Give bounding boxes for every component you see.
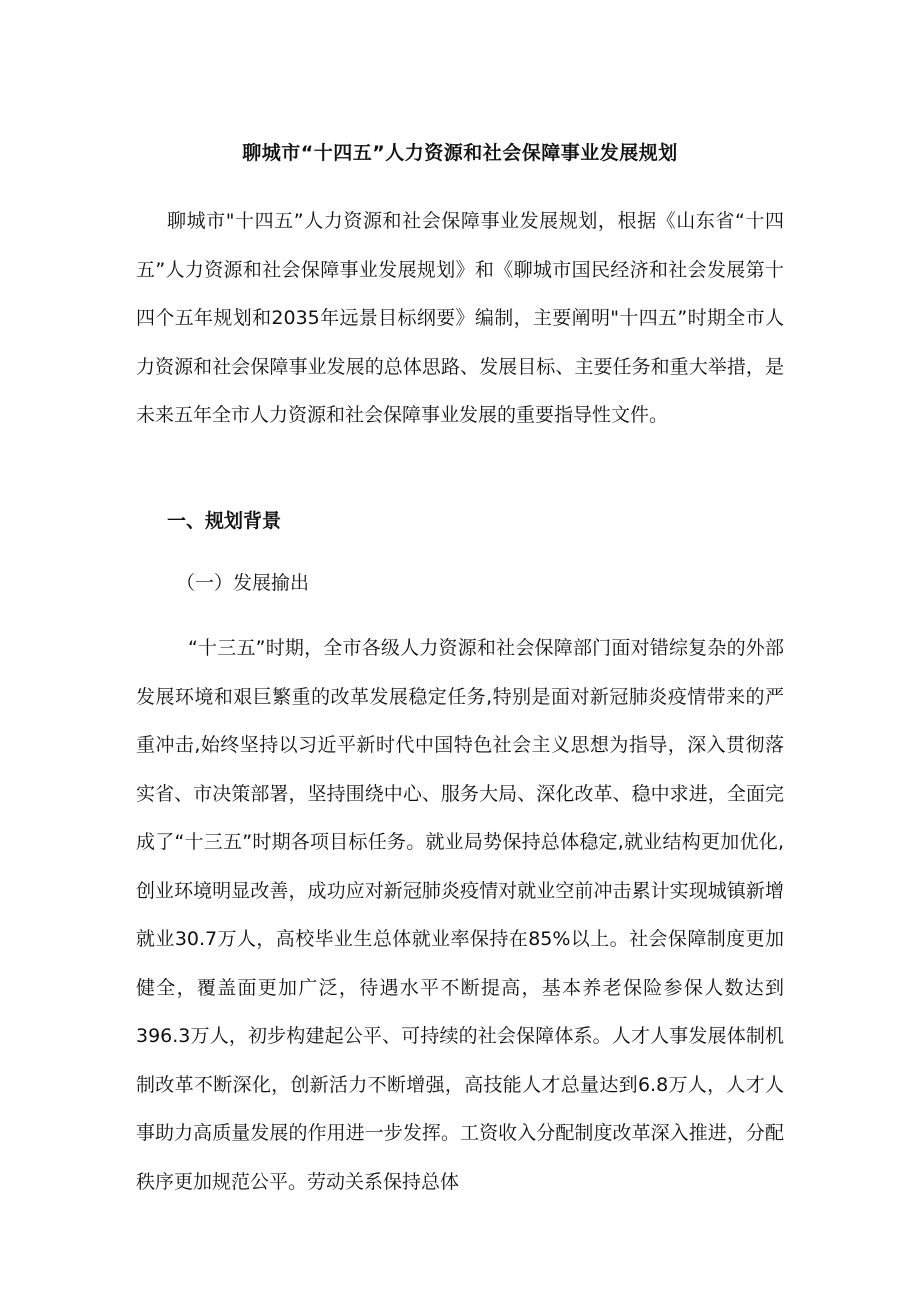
section-heading: 一、规划背景 [167, 510, 282, 532]
subsection-heading: （一）发展揄出 [176, 572, 310, 594]
intro-paragraph: 聊城市"十四五”人力资源和社会保障事业发展规划，根据《山东省“十四五”人力资源和社会保障事业发展规划》和《聊城市国民经济和社会发展第十四个五年规划和2035年远景目标纲要》编制，主要阐明"十四五”时期全市人力资源和社会保障事业发展的总体思路、发展目标、主要任务和重大举措，是未来五年全市人力资源和社会保障事业发展的重要指导性文件。 [136, 210, 784, 426]
body-paragraph: “十三五”时期，全市各级人力资源和社会保障部门面对错综复杂的外部发展环境和艰巨繁重的改革发展稳定任务,特别是面对新冠肺炎疫情带来的严重冲击,始终坚持以习近平新时代中国特色社会主义思想为指导，深入贯彻落实省、市决策部署，坚持围绕中心、服务大局、深化改革、稳中求进，全面完成了“十三五”时期各项目标任务。就业局势保持总体稳定,就业结构更加优化,创业环境明显改善，成功应对新冠肺炎疫情对就业空前冲击累计实现城镇新增就业30.7万人，高校毕业生总体就业率保持在85%以上。社会保障制度更加健全，覆盖面更加广泛，待遇水平不断提高，基本养老保险参保人数达到396.3万人，初步构建起公平、可持续的社会保障体系。人才人事发展体制机制改革不断深化，创新活力不断增强，高技能人才总量达到6.8万人，人才人事助力高质量发展的作用进一步发挥。工资收入分配制度改革深入推进，分配秩序更加规范公平。劳动关系保持总体 [136, 637, 784, 1193]
document-title: 聊城市“十四五”人力资源和社会保障事业发展规划 [242, 142, 678, 164]
